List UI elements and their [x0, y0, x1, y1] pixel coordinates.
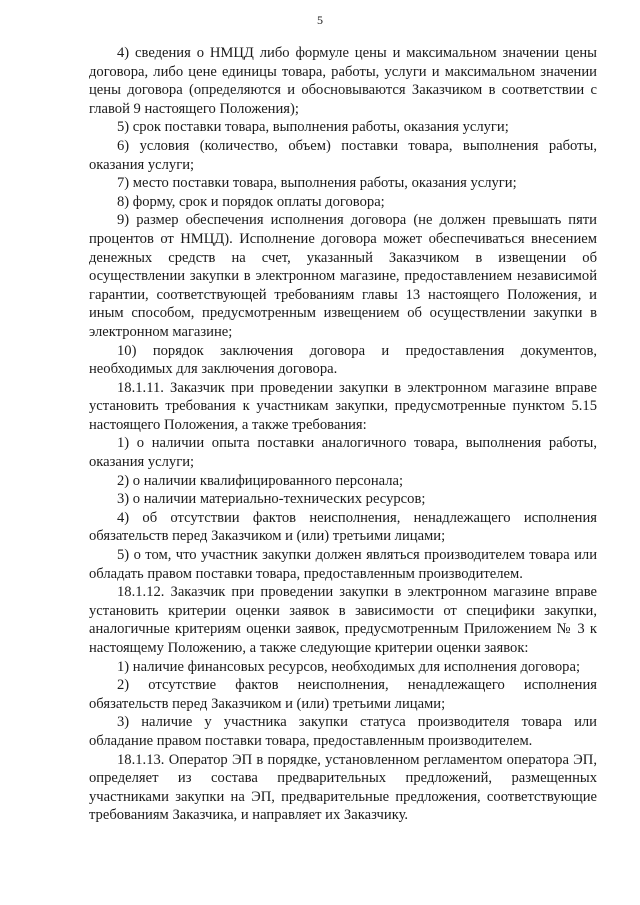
- list-item-delivery-conditions: 6) условия (количество, объем) поставки товара, выполнения работы, оказания услуги;: [89, 137, 597, 173]
- list-item-financial-resources: 1) наличие финансовых ресурсов, необходимых для исполнения договора;: [117, 658, 581, 675]
- list-item-experience: 1) о наличии опыта поставки аналогичного товара, выполнения работы, оказания услуги;: [89, 435, 597, 471]
- list-item-delivery-place: 7) место поставки товара, выполнения работы, оказания услуги;: [117, 175, 517, 192]
- list-item-payment-terms: 8) форму, срок и порядок оплаты договора;: [117, 193, 385, 210]
- clause-18-1-11: 18.1.11. Заказчик при проведении закупки в электронном магазине вправе установить требования к участникам закупки, предусмотренные пунктом 5.15 настоящего Положения, а также требования:: [89, 379, 597, 433]
- page-number: 5: [317, 13, 323, 27]
- list-item-contract-security: 9) размер обеспечения исполнения договора (не должен превышать пяти процентов от НМЦД). Исполнение договора может обеспечиваться внесением денежных средств на счет, указанный Заказчиком в извещении об осуществлении закупки в электронном магазине, предоставлением независимой гарантии, соответствующей требованиям главы 13 настоящего Положения, и иным способом, предусмотренным извещением об осуществлении закупки в электронном магазине;: [89, 212, 597, 340]
- list-item-delivery-term: 5) срок поставки товара, выполнения работы, оказания услуги;: [117, 119, 509, 136]
- list-item-manufacturer-status: 3) наличие у участника закупки статуса производителя товара или обладание правом поставки товара, предоставленным производителем.: [89, 714, 597, 749]
- list-item-no-default: 4) об отсутствии фактов неисполнения, ненадлежащего исполнения обязательств перед Заказчиком и (или) третьими лицами;: [89, 509, 597, 545]
- list-item-resources: 3) о наличии материально-технических ресурсов;: [117, 491, 426, 508]
- list-item-nmcd-info: 4) сведения о НМЦД либо формуле цены и максимальном значении цены договора, либо цене единицы товара, работы, услуги и максимальном значении цены договора (определяются и обосновываются Заказчиком в соответствии с главой 9 настоящего Положения);: [89, 45, 597, 117]
- clause-18-1-12: 18.1.12. Заказчик при проведении закупки в электронном магазине вправе установить критерии оценки заявок в зависимости от специфики закупки, аналогичные критериям оценки заявок, предусмотренным Приложением № 3 к настоящему Положению, а также следующие критерии оценки заявок:: [89, 584, 597, 656]
- document-body: [89, 44, 597, 825]
- list-item-no-default-facts: 2) отсутствие фактов неисполнения, ненадлежащего исполнения обязательств перед Заказчиком и (или) третьими лицами;: [89, 677, 597, 712]
- clause-18-1-13: 18.1.13. Оператор ЭП в порядке, установленном регламентом оператора ЭП, определяет из состава предварительных предложений, размещенных участниками закупки на ЭП, предварительные предложения, соответствующие требованиям Заказчика, и направляет их Заказчику.: [89, 751, 597, 824]
- list-item-manufacturer: 5) о том, что участник закупки должен являться производителем товара или обладать правом поставки товара, предоставленным производителем.: [89, 547, 597, 582]
- list-item-personnel: 2) о наличии квалифицированного персонала;: [117, 472, 404, 489]
- list-item-contract-procedure: 10) порядок заключения договора и предоставления документов, необходимых для заключения договора.: [89, 342, 597, 378]
